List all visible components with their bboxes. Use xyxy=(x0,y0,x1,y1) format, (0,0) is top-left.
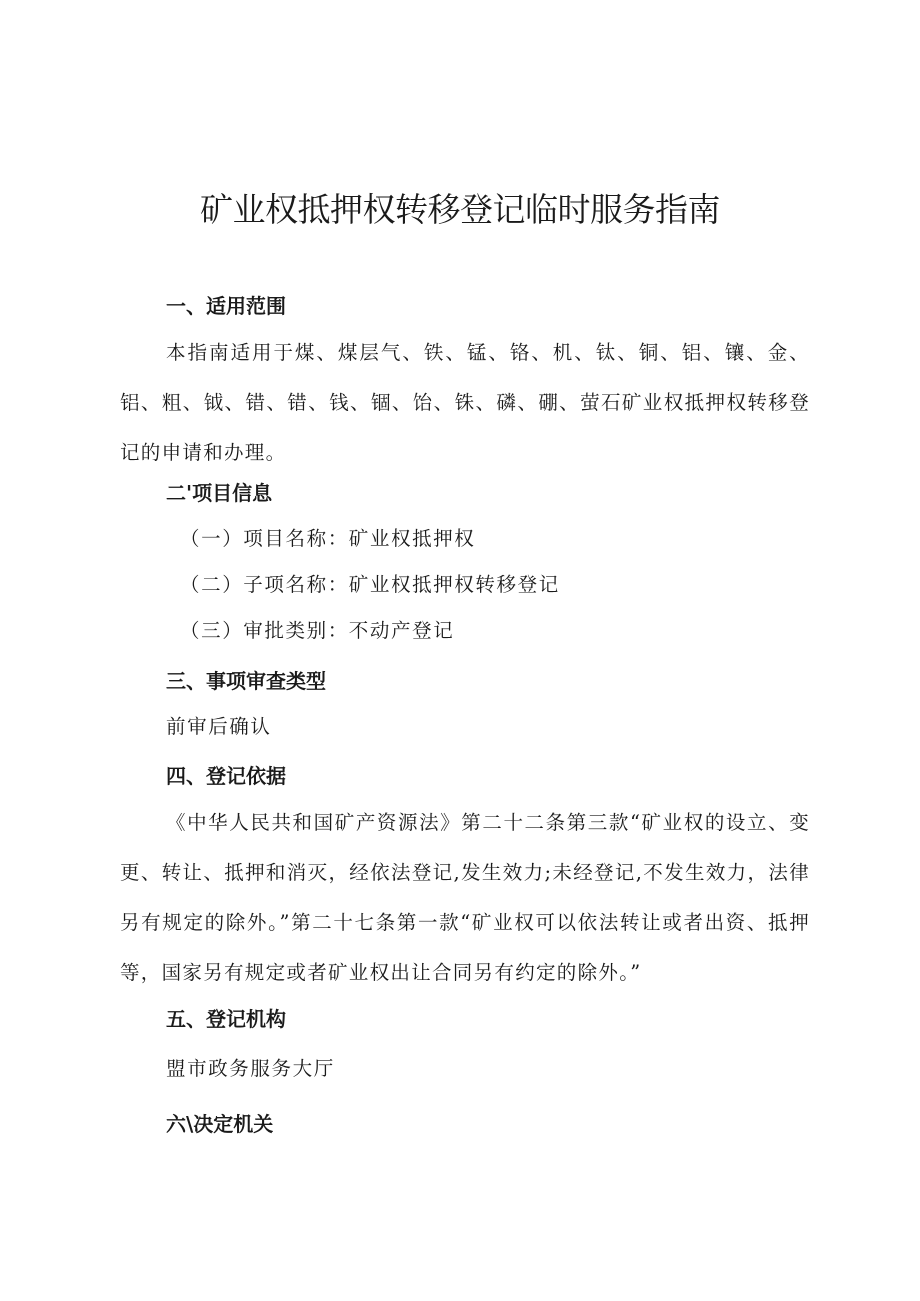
section-body-legal-basis: 《中华人民共和国矿产资源法》第二十二条第三款“矿业权的设立、变更、转让、抵押和消灭，经依法登记,发生效力;未经登记,不发生效力，法律另有规定的除外。”第二十七条第一款“矿业权可以依法转让或者出资、抵押等，国家另有规定或者矿业权出让合同另有约定的除外。” xyxy=(120,811,810,984)
section-body-review-type: 前审后确认 xyxy=(166,715,272,738)
project-info-item-category: （三）审批类别：不动产登记 xyxy=(180,619,455,642)
section-body-scope: 本指南适用于煤、煤层气、铁、锰、铬、机、钛、铜、铝、镶、金、铝、粗、钺、错、错、钱、锢、饴、铢、磷、硼、萤石矿业权抵押权转移登记的申请和办理。 xyxy=(120,341,810,464)
project-info-item-name: （一）项目名称：矿业权抵押权 xyxy=(180,527,476,550)
section-heading-review-type: 三、事项审查类型 xyxy=(166,669,326,693)
section-heading-legal-basis: 四、登记依据 xyxy=(166,764,286,788)
section-heading-scope: 一、适用范围 xyxy=(166,294,286,318)
section-heading-project-info: 二'项目信息 xyxy=(166,481,273,505)
section-body-registry: 盟市政务服务大厅 xyxy=(166,1057,335,1080)
section-heading-registry: 五、登记机构 xyxy=(166,1007,286,1031)
document-title: 矿业权抵押权转移登记临时服务指南 xyxy=(200,190,720,229)
section-heading-authority: 六\决定机关 xyxy=(166,1112,274,1136)
project-info-item-subname: （二）子项名称：矿业权抵押权转移登记 xyxy=(180,573,560,596)
